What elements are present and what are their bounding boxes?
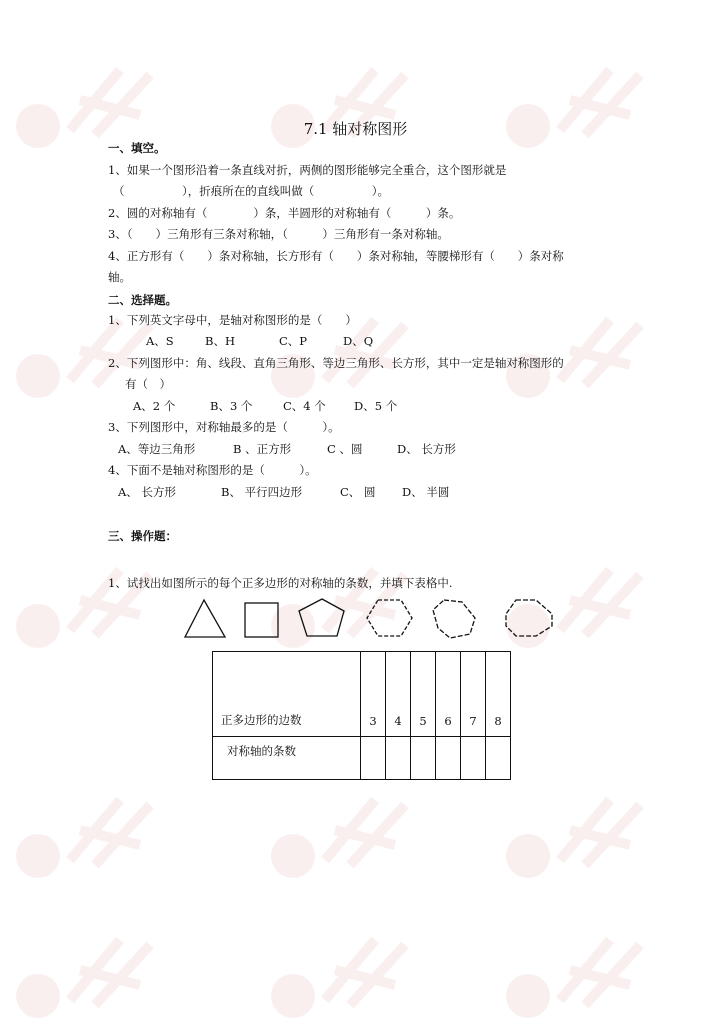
answer-cell[interactable] <box>411 737 436 780</box>
option: B、H <box>205 334 235 348</box>
option: C、 圆 <box>340 485 376 499</box>
question-text: 1、试找出如图所示的每个正多边形的对称轴的条数，并填下表格中. <box>108 576 453 590</box>
option: A、2 个 <box>133 399 176 413</box>
question-text: 有（ ） <box>125 377 171 391</box>
answer-cell[interactable] <box>486 737 511 780</box>
answer-cell[interactable] <box>436 737 461 780</box>
watermark-logo <box>265 770 445 890</box>
watermark-logo <box>500 290 680 410</box>
polygon-octagon <box>506 600 552 636</box>
option: A、 长方形 <box>118 485 176 499</box>
table-row <box>213 737 511 780</box>
question-text: 4、下面不是轴对称图形的是（ ）。 <box>108 463 317 477</box>
answer-cell[interactable] <box>361 737 386 780</box>
option: D、Q <box>343 334 374 348</box>
watermark-logo <box>10 290 190 410</box>
polygon-square <box>245 603 278 637</box>
answer-table <box>212 651 511 780</box>
polygon-triangle <box>185 600 225 637</box>
question-text: 3、（ ）三角形有三条对称轴，（ ）三角形有一条对称轴。 <box>108 227 449 241</box>
watermark-logo <box>10 770 190 890</box>
table-row <box>213 652 511 737</box>
watermark-logo <box>500 40 680 160</box>
polygon-pentagon <box>299 599 344 636</box>
polygon-hexagon <box>367 600 412 636</box>
section-heading-choice: 二、选择题。 <box>108 293 177 307</box>
table-cell: 6 <box>436 652 461 737</box>
option: C、P <box>279 334 308 348</box>
table-cell: 8 <box>486 652 511 737</box>
watermark-logo <box>265 40 445 160</box>
section-heading-fill: 一、填空。 <box>108 141 166 155</box>
table-cell: 3 <box>361 652 386 737</box>
question-text: 4、正方形有（ ）条对称轴，长方形有（ ）条对称轴，等腰梯形有（ ）条对称 <box>108 249 564 263</box>
question-text: 1、下列英文字母中，是轴对称图形的是（ ） <box>108 313 357 327</box>
watermark-logo <box>265 910 445 1030</box>
watermark-logo <box>265 290 445 410</box>
option: A、等边三角形 <box>118 442 196 456</box>
answer-cell[interactable] <box>461 737 486 780</box>
answer-cell[interactable] <box>386 737 411 780</box>
page-title: 7.1 轴对称图形 <box>303 120 408 138</box>
option: B、 平行四边形 <box>221 485 303 499</box>
polygon-heptagon <box>433 600 475 638</box>
section-heading-operation: 三、操作题： <box>108 529 177 543</box>
option: A、S <box>146 334 174 348</box>
question-text: 轴。 <box>108 270 131 284</box>
question-text: （ ），折痕所在的直线叫做（ ）。 <box>113 184 389 198</box>
watermark-logo <box>10 910 190 1030</box>
table-cell: 4 <box>386 652 411 737</box>
option: D、5 个 <box>354 399 398 413</box>
table-cell: 5 <box>411 652 436 737</box>
table-header-label: 对称轴的条数 <box>213 737 361 780</box>
question-text: 2、圆的对称轴有（ ）条，半圆形的对称轴有（ ）条。 <box>108 206 461 220</box>
option: D、 长方形 <box>397 442 456 456</box>
question-text: 3、下列图形中，对称轴最多的是（ ）。 <box>108 420 340 434</box>
option: B 、正方形 <box>233 442 292 456</box>
option: C 、圆 <box>327 442 363 456</box>
watermark-logo <box>500 770 680 890</box>
watermark-logo <box>500 910 680 1030</box>
table-header-label: 正多边形的边数 <box>213 652 361 737</box>
option: D、 半圆 <box>402 485 450 499</box>
question-text: 2、下列图形中：角、线段、直角三角形、等边三角形、长方形，其中一定是轴对称图形的 <box>108 356 564 370</box>
option: B、3 个 <box>210 399 253 413</box>
question-text: 1、如果一个图形沿着一条直线对折，两侧的图形能够完全重合，这个图形就是 <box>108 163 507 177</box>
watermark-logo <box>10 540 190 660</box>
table-cell: 7 <box>461 652 486 737</box>
option: C、4 个 <box>283 399 326 413</box>
polygon-figure <box>182 596 562 642</box>
